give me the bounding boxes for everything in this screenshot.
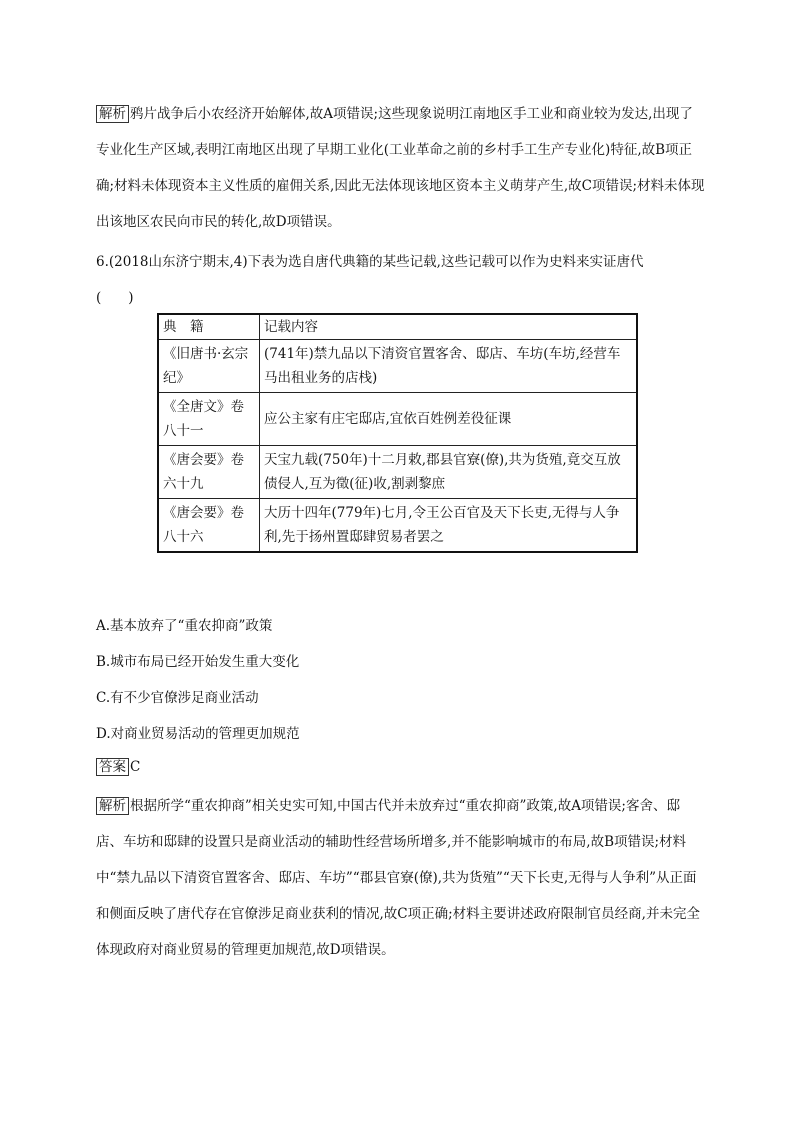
option-b: B.城市布局已经开始发生重大变化	[96, 654, 300, 670]
table-cell-content: 大历十四年(779年)七月,令王公百官及天下长吏,无得与人争利,先于扬州置邸肆贸易者罢之	[260, 499, 638, 553]
question-stem: 6.(2018山东济宁期末,4)下表为选自唐代典籍的某些记载,这些记载可以作为史料来实证唐代	[96, 254, 644, 270]
answer-value: C	[130, 759, 141, 775]
analysis-paragraph-1	[96, 96, 706, 240]
table-row	[158, 340, 637, 393]
table-cell-content: 应公主家有庄宅邸店,宜依百姓例差役征课	[260, 393, 638, 446]
table-cell-content: 天宝九载(750年)十二月敕,郡县官寮(僚),共为货殖,竟交互放债侵人,互为徵(征)收,割剥黎庶	[260, 446, 638, 499]
table-row	[158, 446, 637, 499]
analysis-tag: 解析	[96, 105, 129, 123]
table-cell-source: 《唐会要》卷八十六	[158, 499, 260, 553]
analysis-text: 根据所学“重农抑商”相关史实可知,中国古代并未放弃过“重农抑商”政策,故A项错误;客舍、邸店、车坊和邸肆的设置只是商业活动的辅助性经营场所增多,并不能影响城市的布局,故B项错误;材料中“禁九品以下清资官置客舍、邸店、车坊”“郡县官寮(僚),共为货殖”“天下长吏,无得与人争利”从正面和侧面反映了唐代存在官僚涉足商业获利的情况,故C项正确;材料主要讲述政府限制官员经商,并未完全体现政府对商业贸易的管理更加规范,故D项错误。	[96, 798, 700, 958]
table-cell-source: 《全唐文》卷八十一	[158, 393, 260, 446]
table-row	[158, 499, 637, 553]
option-c: C.有不少官僚涉足商业活动	[96, 690, 259, 706]
answer-tag: 答案	[96, 758, 129, 776]
table-header-row	[158, 314, 637, 340]
table-header-content: 记载内容	[260, 314, 638, 340]
records-table	[157, 313, 638, 553]
analysis-text: 鸦片战争后小农经济开始解体,故A项错误;这些现象说明江南地区手工业和商业较为发达,出现了专业化生产区域,表明江南地区出现了早期工业化(工业革命之前的乡村手工生产专业化)特征,故B项正确;材料未体现资本主义性质的雇佣关系,因此无法体现该地区资本主义萌芽产生,故C项错误;材料未体现出该地区农民向市民的转化,故D项错误。	[96, 106, 705, 230]
table-cell-content: (741年)禁九品以下清资官置客舍、邸店、车坊(车坊,经营车马出租业务的店栈)	[260, 340, 638, 393]
answer-paren: ( )	[96, 290, 134, 306]
table-row	[158, 393, 637, 446]
answer-line	[96, 758, 140, 776]
table-cell-source: 《唐会要》卷六十九	[158, 446, 260, 499]
analysis-paragraph-6	[96, 788, 706, 968]
option-d: D.对商业贸易活动的管理更加规范	[96, 726, 300, 742]
table-header-source: 典 籍	[158, 314, 260, 340]
table-cell-source: 《旧唐书·玄宗纪》	[158, 340, 260, 393]
analysis-tag: 解析	[96, 797, 129, 815]
option-a: A.基本放弃了“重农抑商”政策	[96, 618, 273, 634]
